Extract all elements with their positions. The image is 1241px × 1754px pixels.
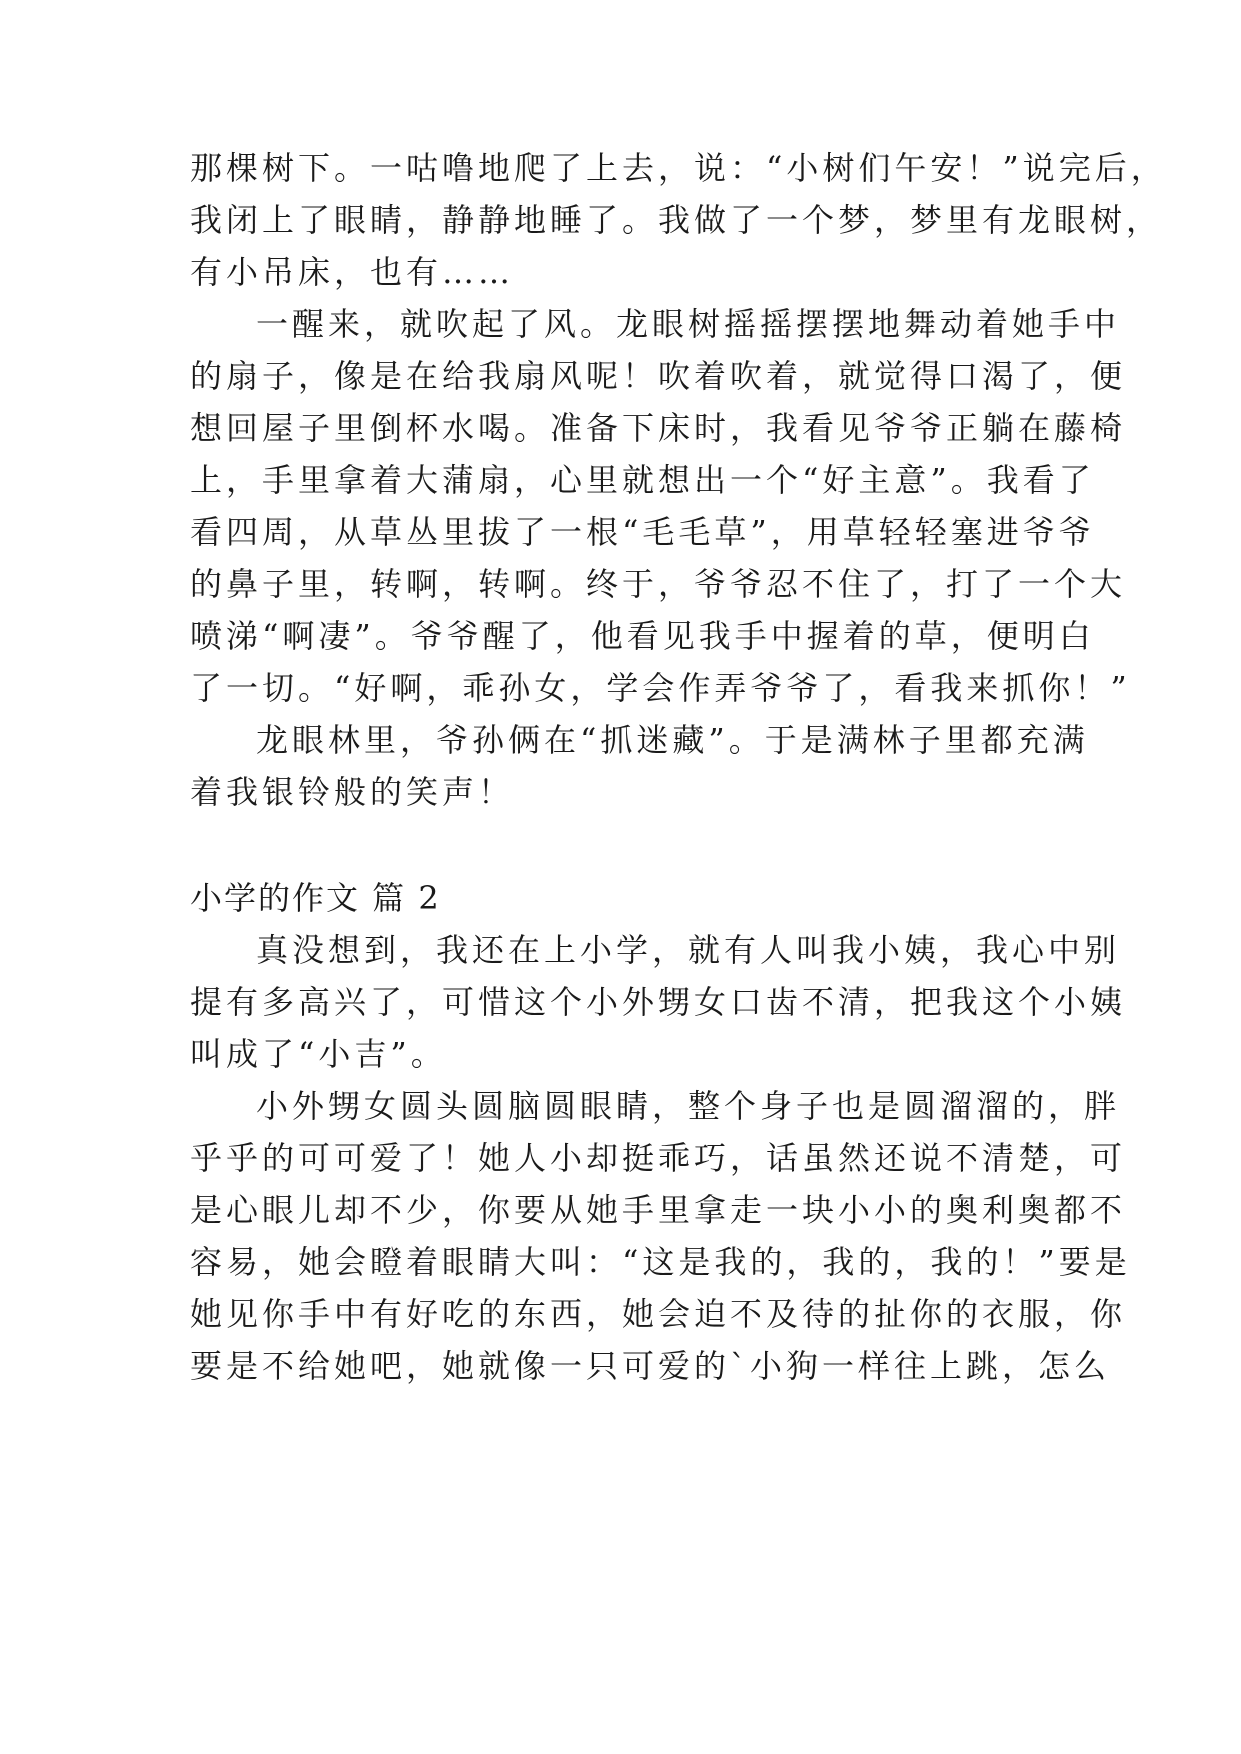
text-line: 容易，她会瞪着眼睛大叫：“这是我的，我的，我的！”要是 bbox=[190, 1243, 1131, 1281]
text-line: 我闭上了眼睛，静静地睡了。我做了一个梦，梦里有龙眼树， bbox=[190, 201, 1163, 239]
text-line: 的扇子，像是在给我扇风呢！吹着吹着，就觉得口渴了，便 bbox=[190, 357, 1127, 395]
text-line: 她见你手中有好吃的东西，她会迫不及待的扯你的衣服，你 bbox=[190, 1295, 1127, 1333]
text-line: 看四周，从草丛里拔了一根“毛毛草”，用草轻轻塞进爷爷 bbox=[190, 513, 1095, 551]
paragraph-first-line: 真没想到，我还在上小学，就有人叫我小姨，我心中别 bbox=[256, 931, 1121, 969]
text-line: 提有多高兴了，可惜这个小外甥女口齿不清，把我这个小姨 bbox=[190, 983, 1127, 1021]
paragraph-first-line: 一醒来，就吹起了风。龙眼树摇摇摆摆地舞动着她手中 bbox=[256, 305, 1121, 343]
text-line: 了一切。“好啊，乖孙女，学会作弄爷爷了，看我来抓你！” bbox=[190, 669, 1131, 707]
text-line: 着我银铃般的笑声！ bbox=[190, 773, 515, 811]
text-line: 上，手里拿着大蒲扇，心里就想出一个“好主意”。我看了 bbox=[190, 461, 1095, 499]
text-line: 想回屋子里倒杯水喝。准备下床时，我看见爷爷正躺在藤椅 bbox=[190, 409, 1127, 447]
text-line: 的鼻子里，转啊，转啊。终于，爷爷忍不住了，打了一个大 bbox=[190, 565, 1127, 603]
section-title: 小学的作文 篇 2 bbox=[190, 879, 441, 917]
text-line: 有小吊床，也有…… bbox=[190, 253, 515, 291]
text-line: 喷涕“啊凄”。爷爷醒了，他看见我手中握着的草，便明白 bbox=[190, 617, 1095, 655]
text-line: 是心眼儿却不少，你要从她手里拿走一块小小的奥利奥都不 bbox=[190, 1191, 1127, 1229]
text-line: 要是不给她吧，她就像一只可爱的`小狗一样往上跳，怎么 bbox=[190, 1347, 1111, 1385]
text-line: 那棵树下。一咕噜地爬了上去，说：“小树们午安！”说完后， bbox=[190, 149, 1167, 187]
paragraph-first-line: 小外甥女圆头圆脑圆眼睛，整个身子也是圆溜溜的，胖 bbox=[256, 1087, 1121, 1125]
paragraph-first-line: 龙眼林里，爷孙俩在“抓迷藏”。于是满林子里都充满 bbox=[256, 721, 1089, 759]
text-line: 叫成了“小吉”。 bbox=[190, 1035, 447, 1073]
text-line: 乎乎的可可爱了！她人小却挺乖巧，话虽然还说不清楚，可 bbox=[190, 1139, 1127, 1177]
